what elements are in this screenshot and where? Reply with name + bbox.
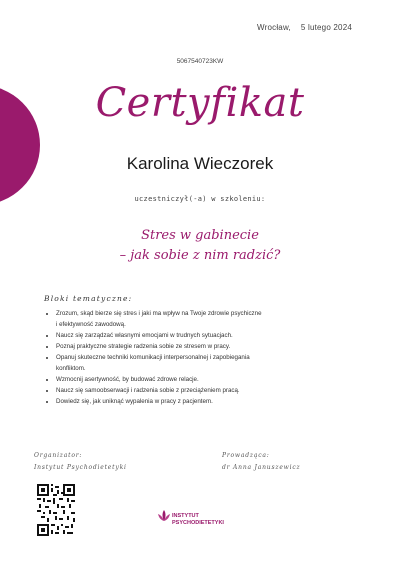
recipient-name: Karolina Wieczorek: [126, 154, 274, 173]
list-item: • Dowiedz się, jak uniknąć wypalenia w pracy z pacjentem.: [56, 396, 386, 407]
qr-code-icon[interactable]: [36, 483, 76, 537]
city: Wrocław,: [257, 23, 291, 32]
certificate-id: 5067540723KW: [176, 58, 224, 65]
list-item: • Zrozum, skąd bierze się stres i jaki ma wpływ na Twoje zdrowie psychiczne: [56, 308, 386, 319]
list-item: • Naucz się zarządzać własnymi emocjami w trudnych sytuacjach.: [56, 330, 386, 341]
place-date: [257, 23, 352, 32]
certificate-title: Certyfikat: [95, 80, 305, 126]
list-item: konfliktom.: [56, 365, 86, 372]
blocks-heading: Bloki tematyczne:: [44, 294, 133, 303]
date: 5 lutego 2024: [300, 23, 352, 32]
logo-text: [172, 513, 224, 527]
attended-text: uczestniczył(-a) w szkoleniu:: [134, 195, 266, 203]
course-title-line-2: – jak sobie z nim radzić?: [119, 248, 281, 263]
lecturer-name: dr Anna Januszewicz: [222, 464, 301, 471]
lotus-logo-icon: [157, 509, 171, 523]
list-item: • Naucz się samoobserwacji i radzenia sobie z przeciążeniem pracą.: [56, 385, 386, 396]
list-item: • Poznaj praktyczne strategie radzenia sobie ze stresem w pracy.: [56, 341, 386, 352]
course-title-line-1: Stres w gabinecie: [141, 228, 259, 243]
list-item: i efektywność zawodową.: [56, 321, 126, 328]
list-item: • Wzmocnij asertywność, by budować zdrowe relacje.: [56, 374, 386, 385]
blocks-list: [42, 308, 386, 407]
logo-line-2: PSYCHODIETETYKI: [172, 520, 224, 526]
list-item: • Opanuj skuteczne techniki komunikacji interpersonalnej i zapobiegania: [56, 352, 386, 363]
logo-line-1: INSTYTUT: [172, 513, 199, 519]
course-title: [0, 226, 400, 266]
organizer-label: Organizator:: [34, 452, 83, 459]
lecturer-label: Prowadząca:: [222, 452, 270, 459]
organizer-name: Instytut Psychodietetyki: [34, 464, 127, 471]
